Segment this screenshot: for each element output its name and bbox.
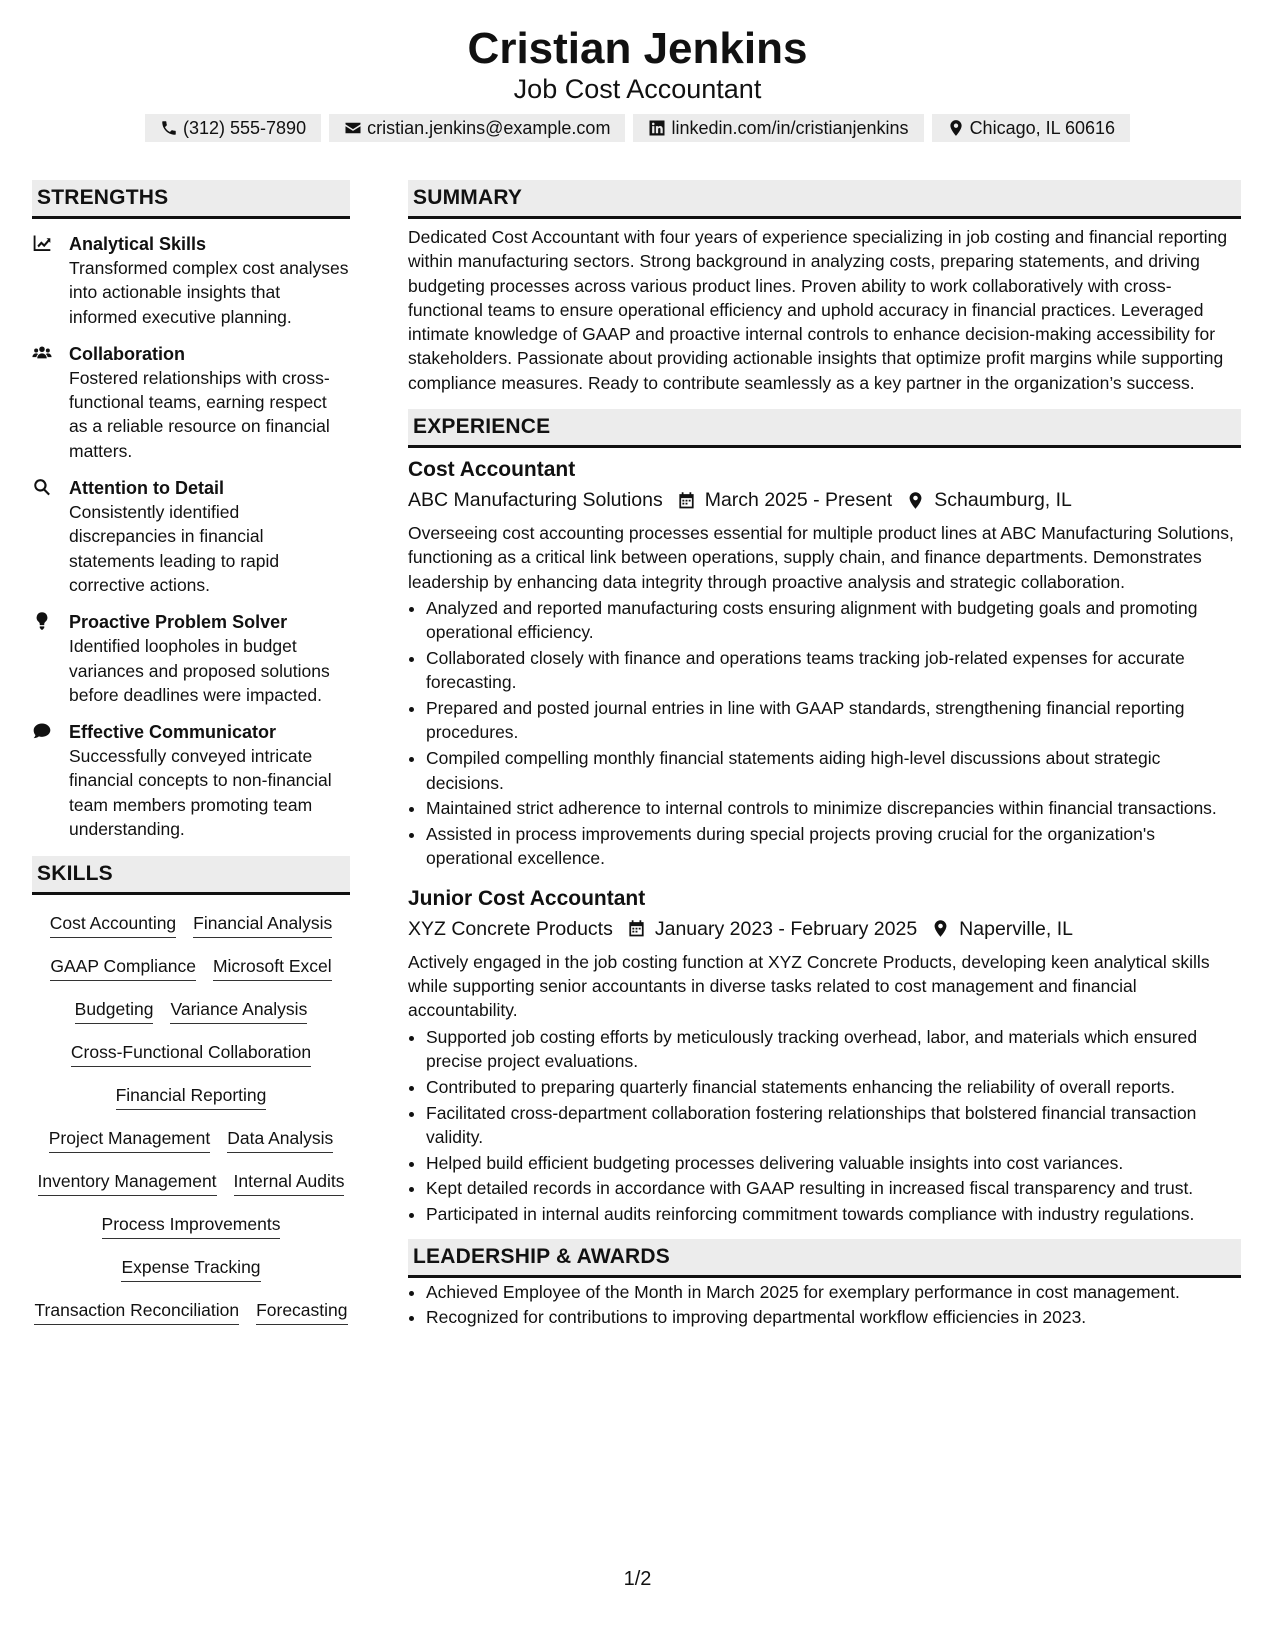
job-dates: January 2023 - February 2025	[654, 917, 918, 940]
skills-list	[32, 911, 350, 1325]
skill-tag: GAAP Compliance	[50, 954, 196, 981]
skill-tag: Process Improvements	[102, 1212, 281, 1239]
phone-icon	[160, 119, 178, 137]
skills-heading: SKILLS	[32, 856, 350, 895]
map-pin-icon	[947, 119, 965, 137]
search-icon	[32, 477, 52, 497]
strength-title: Collaboration	[69, 343, 185, 364]
awards-list	[408, 1280, 1241, 1330]
skill-tag: Transaction Reconciliation	[34, 1298, 239, 1325]
strength-title: Proactive Problem Solver	[69, 612, 288, 633]
awards-heading: LEADERSHIP & AWARDS	[408, 1239, 1241, 1278]
map-pin-icon	[931, 919, 950, 938]
job-bullet: • Assisted in process improvements during special projects proving crucial for the organization's operational excellence.	[426, 822, 1241, 871]
experience-entry	[408, 456, 1241, 871]
strength-title: Effective Communicator	[69, 722, 277, 743]
job-bullets	[408, 1025, 1241, 1227]
job-company: ABC Manufacturing Solutions	[408, 489, 663, 512]
job-bullet: • Kept detailed records in accordance with GAAP resulting in increased fiscal transparency and trust.	[426, 1176, 1241, 1200]
envelope-icon	[344, 119, 362, 137]
job-bullet: • Compiled compelling monthly financial statements aiding high-level discussions about strategic decisions.	[426, 746, 1241, 795]
users-icon	[32, 343, 52, 363]
comment-icon	[32, 721, 52, 741]
strength-description: Successfully conveyed intricate financial concepts to non-financial team members promoting team understanding.	[69, 746, 332, 840]
job-meta	[408, 485, 1241, 515]
experience-entry	[408, 885, 1241, 1227]
job-bullet: • Facilitated cross-department collaboration fostering relationships that bolstered financial transaction validity.	[426, 1101, 1241, 1150]
award-item: • Recognized for contributions to improving departmental workflow efficiencies in 2023.	[426, 1305, 1241, 1329]
strength-description: Fostered relationships with cross-functional teams, earning respect as a reliable resource on financial matters.	[69, 367, 330, 461]
location-text: Chicago, IL 60616	[969, 117, 1116, 138]
strength-title: Analytical Skills	[69, 234, 207, 254]
skill-tag: Expense Tracking	[121, 1255, 260, 1282]
calendar-icon	[627, 919, 646, 938]
contact-bar	[0, 114, 1275, 142]
job-dates: March 2025 - Present	[704, 489, 893, 512]
skill-tag: Internal Audits	[234, 1169, 345, 1196]
strengths-list	[32, 232, 350, 841]
right-column	[408, 180, 1241, 1331]
job-bullet: • Analyzed and reported manufacturing costs ensuring alignment with budgeting goals and promoting operational efficiency.	[426, 596, 1241, 645]
summary-text: Dedicated Cost Accountant with four years of experience specializing in job costing and financial reporting within manufacturing sectors. Strong background in analyzing costs, preparing statements, and driving budgeting processes across various product lines. Proven ability to work collaboratively with cross-functional teams to ensure operational efficiency and uphold accuracy in financial practices. Leveraged intimate knowledge of GAAP and proactive internal controls to enhance decision-making accessibility for stakeholders. Passionate about providing actionable insights that optimize profit margins while supporting compliance measures. Ready to contribute seamlessly as a key partner in the organization’s success.	[408, 227, 1228, 393]
chart-line-icon	[32, 233, 52, 253]
contact-phone	[145, 114, 321, 142]
job-bullet: • Maintained strict adherence to internal controls to minimize discrepancies within financial transactions.	[426, 796, 1241, 820]
map-pin-icon	[906, 491, 925, 510]
job-bullet: • Participated in internal audits reinforcing commitment towards compliance with industry regulations.	[426, 1202, 1241, 1226]
skill-tag: Financial Analysis	[193, 911, 332, 938]
lightbulb-icon	[32, 611, 52, 631]
strength-item	[32, 476, 350, 597]
email-text[interactable]: cristian.jenkins@example.com	[367, 117, 611, 138]
contact-email[interactable]	[329, 114, 625, 142]
strength-description: Transformed complex cost analyses into actionable insights that informed executive planning.	[69, 258, 349, 327]
job-bullets	[408, 596, 1241, 871]
award-item: • Achieved Employee of the Month in March 2025 for exemplary performance in cost management.	[426, 1280, 1241, 1304]
strength-item	[32, 720, 350, 841]
job-bullet: • Prepared and posted journal entries in line with GAAP standards, strengthening financial reporting procedures.	[426, 696, 1241, 745]
job-company: XYZ Concrete Products	[408, 917, 613, 940]
page-number: 1/2	[623, 1568, 652, 1590]
candidate-name: Cristian Jenkins	[467, 24, 808, 73]
skill-tag: Budgeting	[75, 997, 154, 1024]
strength-description: Consistently identified discrepancies in financial statements leading to rapid corrective actions.	[69, 502, 280, 595]
skill-tag: Project Management	[49, 1126, 210, 1153]
contact-location	[932, 114, 1130, 142]
phone-text: (312) 555-7890	[182, 117, 307, 138]
job-bullet: • Contributed to preparing quarterly financial statements enhancing the reliability of overall reports.	[426, 1075, 1241, 1099]
job-title: Cost Accountant	[408, 458, 576, 482]
job-description: Actively engaged in the job costing function at XYZ Concrete Products, developing keen analytical skills while supporting senior accountants in diverse tasks related to cost management and financial accountability.	[408, 951, 1210, 1021]
linkedin-icon	[648, 119, 666, 137]
job-location: Schaumburg, IL	[934, 489, 1072, 512]
experience-heading: EXPERIENCE	[408, 409, 1241, 448]
skill-tag: Microsoft Excel	[213, 954, 332, 981]
job-bullet: • Collaborated closely with finance and operations teams tracking job-related expenses for accurate forecasting.	[426, 646, 1241, 695]
job-bullet: • Supported job costing efforts by meticulously tracking overhead, labor, and materials which ensured precise project evaluations.	[426, 1025, 1241, 1074]
job-location: Naperville, IL	[959, 917, 1073, 940]
strength-title: Attention to Detail	[69, 478, 224, 499]
left-column	[32, 180, 350, 1325]
skill-tag: Cost Accounting	[50, 911, 176, 938]
job-title: Junior Cost Accountant	[408, 886, 646, 910]
skill-tag: Variance Analysis	[170, 997, 307, 1024]
skill-tag: Financial Reporting	[116, 1083, 267, 1110]
calendar-icon	[677, 491, 696, 510]
skill-tag: Inventory Management	[38, 1169, 217, 1196]
strength-description: Identified loopholes in budget variances and proposed solutions before deadlines were impacted.	[69, 636, 330, 705]
contact-linkedin[interactable]	[633, 114, 923, 142]
candidate-title: Job Cost Accountant	[513, 74, 762, 104]
skill-tag: Forecasting	[256, 1298, 347, 1325]
strength-item	[32, 232, 350, 329]
strength-item	[32, 342, 350, 463]
job-description: Overseeing cost accounting processes essential for multiple product lines at ABC Manufacturing Solutions, functioning as a critical link between operations, supply chain, and finance departments. Demonstrates leadership by enhancing data integrity through proactive analysis and strategic collaboration.	[408, 523, 1234, 592]
skill-tag: Data Analysis	[227, 1126, 333, 1153]
summary-heading: SUMMARY	[408, 180, 1241, 219]
strengths-heading: STRENGTHS	[32, 180, 350, 219]
job-meta	[408, 914, 1241, 944]
job-bullet: • Helped build efficient budgeting processes delivering valuable insights into cost variances.	[426, 1151, 1241, 1175]
strength-item	[32, 610, 350, 707]
skill-tag: Cross-Functional Collaboration	[71, 1040, 311, 1067]
linkedin-text[interactable]: linkedin.com/in/cristianjenkins	[671, 117, 909, 138]
